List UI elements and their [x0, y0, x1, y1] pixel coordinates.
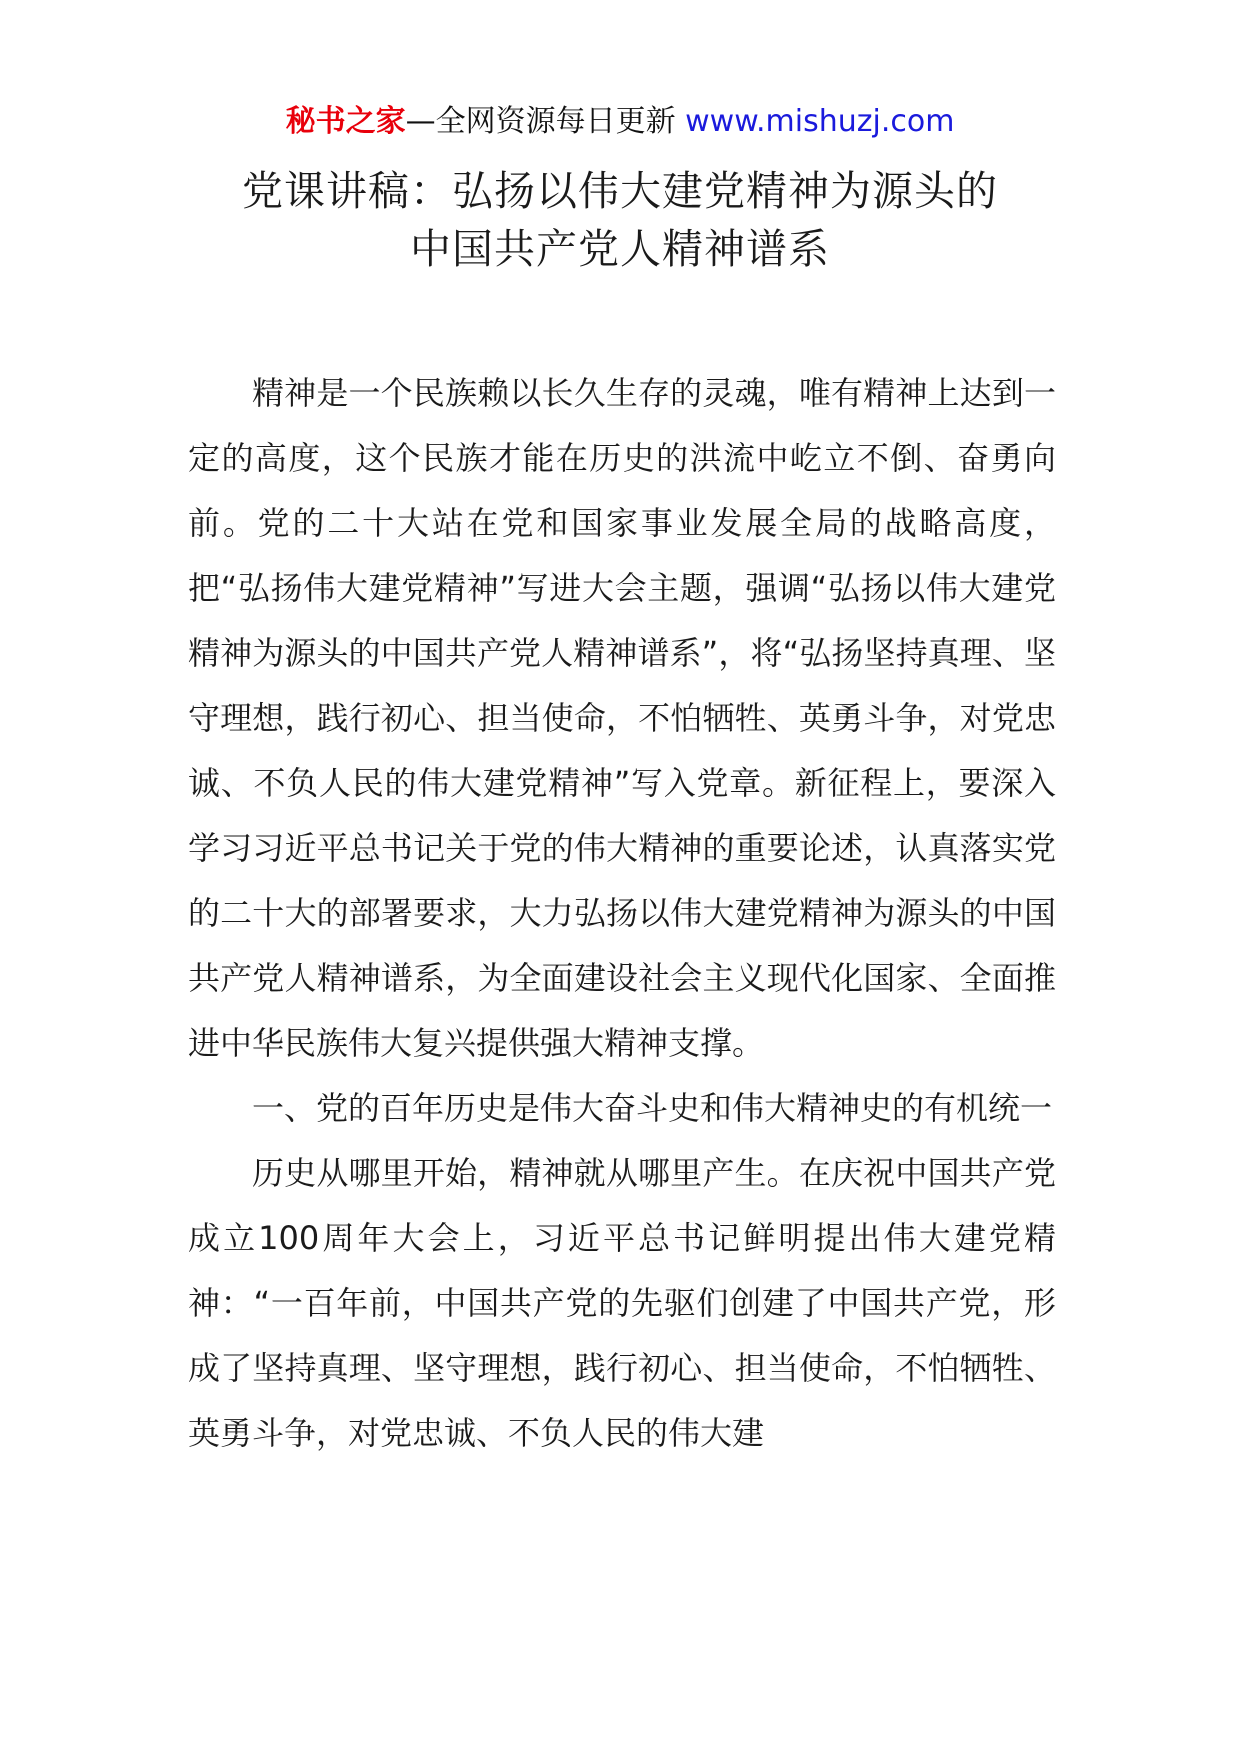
title-line-1: 党课讲稿：弘扬以伟大建党精神为源头的 — [242, 167, 998, 215]
title-line-2: 中国共产党人精神谱系 — [410, 225, 830, 273]
section-heading-1: 一、党的百年历史是伟大奋斗史和伟大精神史的有机统一 — [252, 1089, 1053, 1127]
body-paragraph: 历史从哪里开始，精神就从哪里产生。在庆祝中国共产党成立100周年大会上，习近平总书记鲜明提出伟大建党精神：“一百年前，中国共产党的先驱们创建了中国共产党，形成了坚持真理、坚守理想，践行初心、担当使命，不怕牺牲、英勇斗争，对党忠诚、不负人民的伟大建 — [188, 1154, 1056, 1452]
site-brand: 秘书之家 — [285, 104, 406, 139]
site-header — [0, 102, 1240, 142]
site-url-link[interactable]: www.mishuzj.com — [685, 104, 955, 139]
intro-paragraph: 精神是一个民族赖以长久生存的灵魂，唯有精神上达到一定的高度，这个民族才能在历史的洪流中屹立不倒、奋勇向前。党的二十大站在党和国家事业发展全局的战略高度，把“弘扬伟大建党精神”写进大会主题，强调“弘扬以伟大建党精神为源头的中国共产党人精神谱系”，将“弘扬坚持真理、坚守理想，践行初心、担当使命，不怕牺牲、英勇斗争，对党忠诚、不负人民的伟大建党精神”写入党章。新征程上，要深入学习习近平总书记关于党的伟大精神的重要论述，认真落实党的二十大的部署要求，大力弘扬以伟大建党精神为源头的中国共产党人精神谱系，为全面建设社会主义现代化国家、全面推进中华民族伟大复兴提供强大精神支撑。 — [188, 374, 1056, 1062]
site-tagline: —全网资源每日更新 — [405, 104, 676, 139]
document-title — [0, 162, 1240, 278]
document-body — [188, 361, 1056, 1466]
